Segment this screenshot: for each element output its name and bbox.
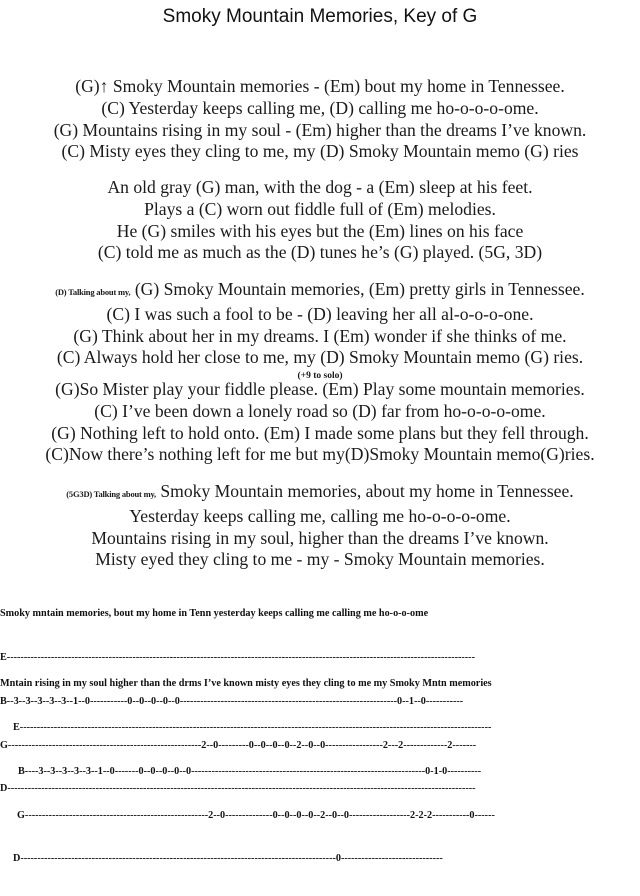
lyric-line: Misty eyed they cling to me - my - Smoky Mountain memories.	[95, 549, 545, 570]
tab-string-d: D---------------------------------------------------------------------------------------------0------------------------------	[13, 853, 443, 865]
chorus-lead-in: (5G3D) Talking about my,	[66, 489, 156, 499]
lyric-line: (C) I was such a fool to be - (D) leaving her all al-o-o-o-one.	[106, 303, 534, 324]
tab-string-g: G---------------------------------------------------------2--0---------0--0--0--0--2--0--0-----------------2---2-------------2-------	[0, 739, 477, 751]
tab-string-e: E------------------------------------------------------------------------------------------------------------------------------------------	[0, 651, 475, 663]
lyric-line: (G) Mountains rising in my soul - (Em) higher than the dreams I’ve known.	[53, 119, 587, 140]
tab-string-g: G------------------------------------------------------2--0--------------0--0--0--0--2--0--0------------------2-2-2-----------0------	[17, 809, 495, 821]
lyric-line: He (G) smiles with his eyes but the (Em) lines on his face	[116, 220, 524, 241]
chorus-lead-in: (D) Talking about my,	[55, 287, 131, 297]
tab-caption: Smoky mntain memories, bout my home in Tenn yesterday keeps calling me calling me ho-o-o-ome	[0, 608, 429, 620]
verse-1	[0, 76, 640, 163]
song-title: Smoky Mountain Memories, Key of G	[162, 6, 478, 27]
lyric-line: (G) Nothing left to hold onto. (Em) I made some plans but they fell through.	[51, 422, 589, 443]
lyric-line	[0, 279, 640, 304]
tab-string-e: E-------------------------------------------------------------------------------------------------------------------------------------------	[13, 721, 492, 733]
lyric-line: (G)↑ Smoky Mountain memories - (Em) bout my home in Tennessee.	[75, 76, 565, 96]
lyric-text: Smoky Mountain memories, about my home in Tennessee.	[160, 481, 574, 501]
tablature-2	[0, 648, 640, 896]
lyric-line: (C) Always hold her close to me, my (D) Smoky Mountain memo (G) ries.	[56, 347, 584, 368]
lyric-line: (G)So Mister play your fiddle please. (Em) Play some mountain memories.	[55, 379, 585, 399]
tab-string-d: D------------------------------------------------------------------------------------------------------------------------------------------	[0, 783, 476, 795]
lyric-line: An old gray (G) man, with the dog - a (Em) sleep at his feet.	[107, 177, 533, 197]
verse-2	[0, 177, 640, 264]
tab-caption: Mntain rising in my soul higher than the drms I’ve known misty eyes they cling to me my Smoky Mntn memories	[0, 678, 492, 690]
chorus-2	[0, 481, 640, 571]
lyric-line: (C) Yesterday keeps calling me, (D) calling me ho-o-o-o-ome.	[101, 97, 539, 118]
lyric-line: (C) told me as much as the (D) tunes he’s (G) played. (5G, 3D)	[97, 242, 543, 263]
lyric-line: Plays a (C) worn out fiddle full of (Em) melodies.	[144, 198, 496, 219]
solo-note: (+9 to solo)	[297, 371, 343, 382]
lyric-line: Mountains rising in my soul, higher than the dreams I’ve known.	[91, 527, 549, 548]
tab-string-b: B--3--3--3--3--3--1--0-----------0--0--0--0--0----------------------------------------------------------------0--1--0-----------	[0, 695, 464, 707]
lyric-line: Yesterday keeps calling me, calling me ho-o-o-o-ome.	[129, 505, 511, 526]
lyric-line: (C)Now there’s nothing left for me but my(D)Smoky Mountain memo(G)ries.	[45, 444, 595, 465]
lyric-line	[0, 481, 640, 506]
lyric-line: (G) Think about her in my dreams. I (Em) wonder if she thinks of me.	[73, 325, 567, 346]
lyric-line: (C) Misty eyes they cling to me, my (D) Smoky Mountain memo (G) ries	[61, 141, 579, 162]
tab-string-b: B----3--3--3--3--3--1--0-------0--0--0--0--0---------------------------------------------------------------------0-1-0----------	[18, 765, 482, 777]
lyric-line: (C) I’ve been down a lonely road so (D) far from ho-o-o-o-ome.	[94, 400, 546, 421]
chorus-1	[0, 279, 640, 383]
lyric-text: (G) Smoky Mountain memories, (Em) pretty girls in Tennessee.	[134, 279, 585, 299]
verse-3	[0, 379, 640, 466]
